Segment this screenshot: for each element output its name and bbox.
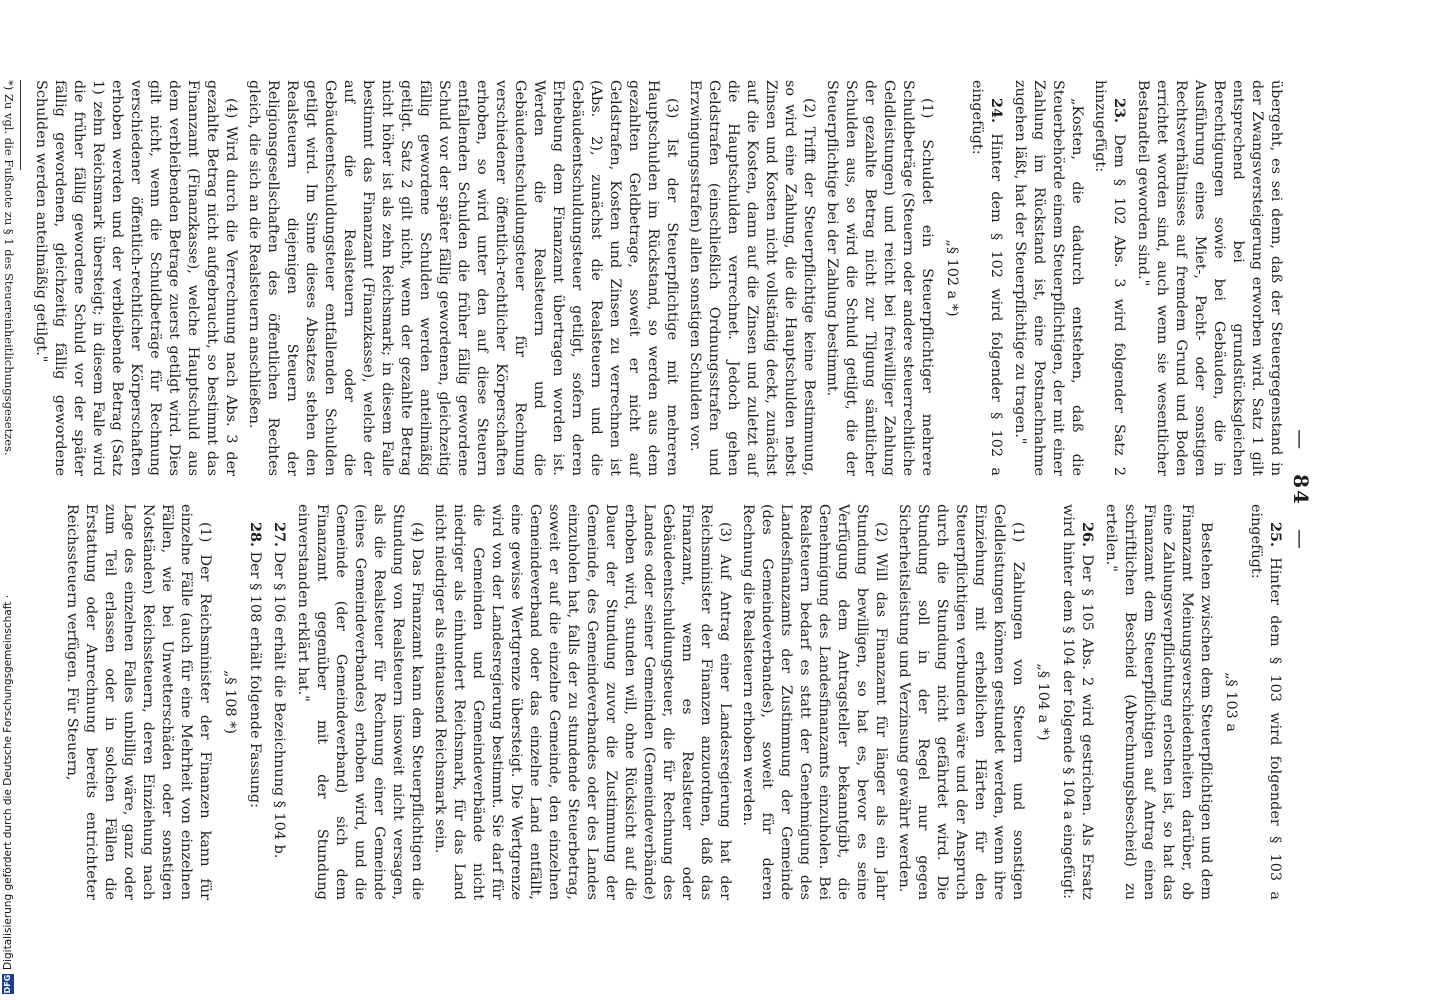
paragraph-text: (4) Das Finanzamt kann dem Steuerpflichtigen die Stundung von Realsteuern insoweit nicht versagen, als die Realsteuer für Rechnung einer Gemeinde (eines Gemeindeverbandes) erhoben wird, und die Gemeinde (der Gemeindeverband) sich dem Finanzamt gegenüber mit der Stundung einverstanden erklärt hat.": [295, 504, 425, 900]
paragraph: [31, 80, 240, 476]
paragraph-text: übergeht, es sei denn, daß der Steuergegenstand in der Zwangsversteigerung erworben wird. Satz 1 gilt entsprechend bei grundstücksgleichen Berechtigungen sowie bei Gebäuden, die in Ausführung eines Miet-, Pacht- oder sonstigen Rechtsverhältnisses auf fremdem Grund und Boden errichtet worden sind, auch wenn sie wesentlicher Bestandteil geworden sind.": [1135, 80, 1284, 476]
paragraph: [62, 504, 214, 900]
paragraph: [244, 80, 681, 476]
paragraph-text: Der § 105 Abs. 2 wird gestrichen. Als Ersatz wird hinter dem § 104 der folgende § 104 a eingefügt:: [1060, 504, 1095, 900]
paragraph: [894, 504, 1027, 900]
paragraph-text: (1) Zahlungen von Steuern und sonstigen Geldleistungen können gestundet werden, wenn ihre Einziehung mit erheblichen Härten für den Steuerpflichtigen verbunden wäre und der Anspruch durch die Stundung nicht gefährdet wird. Die Stundung soll in der Regel nur gegen Sicherheitsleistung und Verzinsung gewährt werden.: [896, 504, 1026, 900]
paragraph-text: Hinter dem § 103 wird folgender § 103 a eingefügt:: [1248, 504, 1283, 900]
right-column: [2, 504, 1285, 900]
item-number: 28.: [247, 522, 264, 548]
item-number: 23.: [1111, 98, 1128, 124]
paragraph-text: Bestehen zwischen dem Steuerpflichtigen und dem Finanzamt Meinungsverschiedenheiten darüber, ob eine Zahlungsverpflichtung erloschen ist, so hat das Finanzamt dem Steuerpflichtigen auf Antrag einen schriftlichen Bescheid (Abrechnungsbescheid) zu erteilen.": [1103, 504, 1214, 900]
paragraph-text: (2) Will das Finanzamt für länger als ein Jahr Stundung bewilligen, so hat es, bevor es seine Verfügung dem Antragsteller bekanntgibt, die Genehmigung des Landesfinanzamts einzuholen. Bei Realsteuern bedarf es statt der Genehmigung des Landesfinanzamts der Zustimmung der Gemeinde (des Gemeindeverbandes), soweit für deren Rechnung die Realsteuern erhoben werden.: [740, 504, 889, 900]
paragraph-text: (3) Ist der Steuerpflichtige mit mehreren Hauptschulden im Rückstand, so werden aus dem gezahlten Geldbetrage, soweit er nicht auf Geldstrafen, Kosten und Zinsen zu verrechnen ist (Abs. 2), zunächst die Realsteuern und die Gebäudeentschuldungsteuer getilgt, sofern deren Erhebung dem Finanzamt übertragen worden ist. Werden die Realsteuern und die Gebäudeentschuldungsteuer für Rechnung verschiedener öffentlich-rechtlicher Körperschaften erhoben, so wird unter den auf diese Steuern entfallenden Schulden die früher fällig gewordene Schuld vor der später fällig gewordenen, gleichzeitig fällig gewordene Schulden werden anteilmäßig getilgt. Satz 2 gilt nicht, wenn der gezahlte Betrag nicht höher ist als zehn Reichsmark; in diesem Falle bestimmt das Finanzamt (Finanzkasse), welche der auf die Realsteuern oder die Gebäudeentschuldungsteuer entfallenden Schulden getilgt wird. Im Sinne dieses Absatzes stehen den Realsteuern diejenigen Steuern der Religionsgesellschaften des öffentlichen Rechtes gleich, die sich an die Realsteuern anschließen.: [246, 80, 680, 476]
page-header: [1289, 80, 1313, 900]
paragraph: [967, 80, 1006, 476]
footnote: *) Zu vgl. die Fußnote zu § 1 des Steuereinheitlichungsgesetzes.: [2, 80, 16, 456]
paragraph: [685, 80, 818, 476]
footnote-rule: [20, 80, 21, 170]
paragraph: [1010, 80, 1086, 476]
paragraph: [1090, 80, 1129, 476]
section-heading: [1033, 504, 1052, 900]
dfg-logo: DFG: [3, 974, 12, 994]
paragraph-text: Hinter dem § 102 wird folgender § 102 a eingefügt:: [969, 80, 1004, 476]
paragraph-text: „§ 104 a *): [1035, 663, 1051, 741]
paragraph-text: (1) Der Reichsminister der Finanzen kann für einzelne Fälle (auch für eine Mehrheit von einzelnen Fällen, wie bei Unwetterschäden oder sonstigen Notständen) Reichssteuern, deren Einziehung nach Lage des einzelnen Falles unbillig wäre, ganz oder zum Teil erlassen oder in solchen Fällen die Erstattung oder Anrechnung bereits entrichteter Reichssteuern verfügen. Für Steuern,: [64, 504, 213, 900]
paragraph-text: (4) Wird durch die Verrechnung nach Abs. 3 der gezahlte Betrag nicht aufgebraucht, so bestimmt das Finanzamt (Finanzkasse), welche Hauptschuld aus dem verbleibenden Betrage zuerst getilgt wird. Dies gilt nicht, wenn die Schuldbeträge für Rechnung verschiedener öffentlich-rechtlicher Körperschaften erhoben werden und der verbleibende Betrag (Satz 1) zehn Reichsmark übersteigt; in diesem Falle wird die früher fällig gewordene Schuld vor der später fällig gewordenen, gleichzeitig fällig gewordene Schulden werden anteilmäßig getilgt.": [33, 80, 239, 476]
paragraph-text: (2) Trifft der Steuerpflichtige keine Bestimmung, so wird eine Zahlung, die die Hauptschulden nebst Zinsen und Kosten nicht vollständig deckt, zunächst auf die Kosten, dann auf die Zinsen und zuletzt auf die Hauptschulden verrechnet. Jedoch gehen Geldstrafen (einschließlich Ordnungsstrafen und Erzwingungsstrafen) allen sonstigen Schulden vor.: [687, 80, 817, 476]
paragraph: [1246, 504, 1285, 900]
paragraph: [269, 504, 289, 900]
paragraph-text: „Kosten, die dadurch entstehen, daß die Steuerbehörde einem Steuerpflichtigen, der mit einer Zahlung im Rückstand ist, eine Postnachnahme zugehen läßt, hat der Steuerpflichtige zu tragen.": [1012, 80, 1085, 476]
paragraph-text: „§ 102 a *): [944, 239, 960, 317]
paragraph: [1058, 504, 1097, 900]
paragraph-text: (3) Auf Antrag einer Landesregierung hat der Reichsminister der Finanzen anzuordnen, daß das Finanzamt, wenn es Realsteuer oder Gebäudeentschuldungsteuer, die für Rechnung des Landes oder seiner Gemeinden (Gemeindeverbände) erhoben wird, stunden will, ohne Rücksicht auf die Dauer der Stundung zuvor die Zustimmung der Gemeinde, des Gemeindeverbandes oder des Landes einzuholen hat, falls der zu stundende Steuerbetrag, soweit er auf die einzelne Gemeinde, den einzelnen Gemeindeverband oder das einzelne Land entfällt, eine gewisse Wertgrenze übersteigt. Die Wertgrenze wird von der Landesregierung bestimmt. Sie darf für die Gemeinden und Gemeindeverbände nicht niedriger als einhundert Reichsmark, für das Land nicht niedriger als eintausend Reichsmark sein.: [432, 504, 733, 900]
paragraph: [430, 504, 734, 900]
digitization-credit: [0, 0, 16, 1000]
section-heading: [942, 80, 961, 476]
left-column: [2, 80, 1285, 476]
section-heading: [1221, 504, 1240, 900]
paragraph-text: „§ 103 a: [1223, 672, 1239, 732]
paragraph: [1101, 504, 1215, 900]
paragraph-text: Dem § 102 Abs. 3 wird folgender Satz 2 hinzugefügt:: [1092, 80, 1127, 476]
page-dash-left: —: [1289, 429, 1313, 452]
section-heading: [220, 504, 239, 900]
item-number: 24.: [988, 98, 1005, 124]
paragraph-text: Der § 106 erhält die Bezeichnung § 104 b.: [271, 547, 287, 859]
credit-text: Digitalisierung gefördert durch die Deutsche Forschungsgemeinschaft ·: [2, 594, 14, 970]
paragraph: [245, 504, 265, 900]
paragraph-text: Der § 108 erhält folgende Fassung:: [247, 547, 263, 808]
paragraph: [1133, 80, 1285, 476]
paragraph: [738, 504, 890, 900]
page-number: 84: [1289, 474, 1313, 506]
item-number: 25.: [1267, 522, 1284, 548]
item-number: 27.: [271, 522, 288, 548]
paragraph: [293, 504, 426, 900]
paragraph-text: (1) Schuldet ein Steuerpflichtiger mehrere Schuldbeträge (Steuern oder andere steuerrechtliche Geldleistungen) und reicht bei freiwilliger Zahlung der gezahlte Betrag nicht zur Tilgung sämtlicher Schulden aus, so wird die Schuld getilgt, die der Steuerpflichtige bei der Zahlung bestimmt.: [824, 80, 935, 476]
item-number: 26.: [1079, 522, 1096, 548]
text-columns: [2, 80, 1285, 900]
paragraph: [822, 80, 936, 476]
paragraph-text: „§ 108 *): [222, 669, 238, 735]
page-dash-right: —: [1289, 528, 1313, 551]
